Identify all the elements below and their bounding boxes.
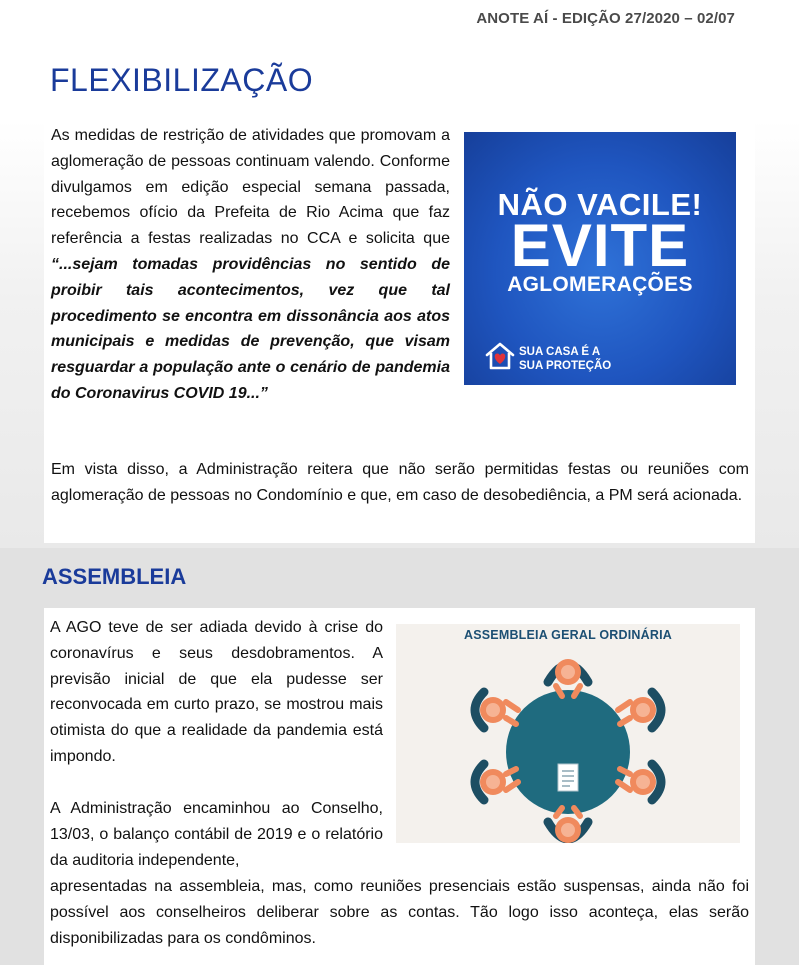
assembleia-paragraph-2-end: apresentadas na assembleia, mas, como reuniões presenciais estão suspensas, ainda não foi possível aos conselheiros deliberar sobre as contas. Tão logo isso aconteça, elas serão disponibilizadas para os condôminos.	[50, 878, 749, 947]
assembleia-title: ASSEMBLEIA	[42, 564, 187, 589]
poster-line-2: EVITE	[510, 212, 690, 279]
person-lower-right	[618, 764, 661, 800]
assembleia-paragraph-2-start: A Administração encaminhou ao Conselho, 13/03, o balanço contábil de 2019 e o relatório da auditoria independente,	[50, 800, 383, 869]
person-upper-right	[618, 692, 661, 728]
poster-tagline-1: SUA CASA É A	[519, 346, 601, 358]
flexibilizacao-paragraph-2: Em vista disso, a Administração reitera que não serão permitidas festas ou reuniões com aglomeração de pessoas no Condomínio e que, em caso de desobediência, a PM será acionada.	[51, 461, 749, 504]
poster-line-1: NÃO VACILE!	[497, 187, 703, 222]
poster-line-3: AGLOMERAÇÕES	[507, 273, 693, 296]
assembleia-paragraph-1: A AGO teve de ser adiada devido à crise do coronavírus e seus desdobramentos. A previsão inicial de que ela pudesse ser reconvocada em curto prazo, se mostrou mais otimista do que a realidade da pandemia está impondo.	[50, 619, 383, 765]
person-upper-left	[475, 692, 518, 728]
nao-vacile-poster	[464, 132, 736, 385]
poster-tagline	[519, 345, 611, 373]
house-heart-icon	[484, 340, 516, 372]
ago-figure-title: ASSEMBLEIA GERAL ORDINÁRIA	[464, 628, 672, 642]
edition-header: ANOTE AÍ - EDIÇÃO 27/2020 – 02/07	[476, 10, 735, 27]
flexibilizacao-title: FLEXIBILIZAÇÃO	[50, 62, 314, 98]
meeting-table-icon	[396, 624, 740, 843]
person-lower-left	[475, 764, 518, 800]
flexibilizacao-paragraph-1	[51, 123, 450, 407]
prefeitura-quote: “...sejam tomadas providências no sentido de proibir tais acontecimentos, vez que tal procedimento se encontra em dissonância aos atos municipais e medidas de prevenção, que visam resguardar a população ante o cenário de pandemia do Coronavirus COVID 19...”	[51, 255, 450, 402]
paragraph-1-intro: As medidas de restrição de atividades que promovam a aglomeração de pessoas continuam valendo. Conforme divulgamos em edição especial semana passada, recebemos ofício da Prefeita de Rio Acima que faz referência a festas realizadas no CCA e solicita que	[51, 127, 450, 248]
poster-tagline-2: SUA PROTEÇÃO	[519, 360, 612, 372]
ago-figure	[396, 624, 740, 843]
